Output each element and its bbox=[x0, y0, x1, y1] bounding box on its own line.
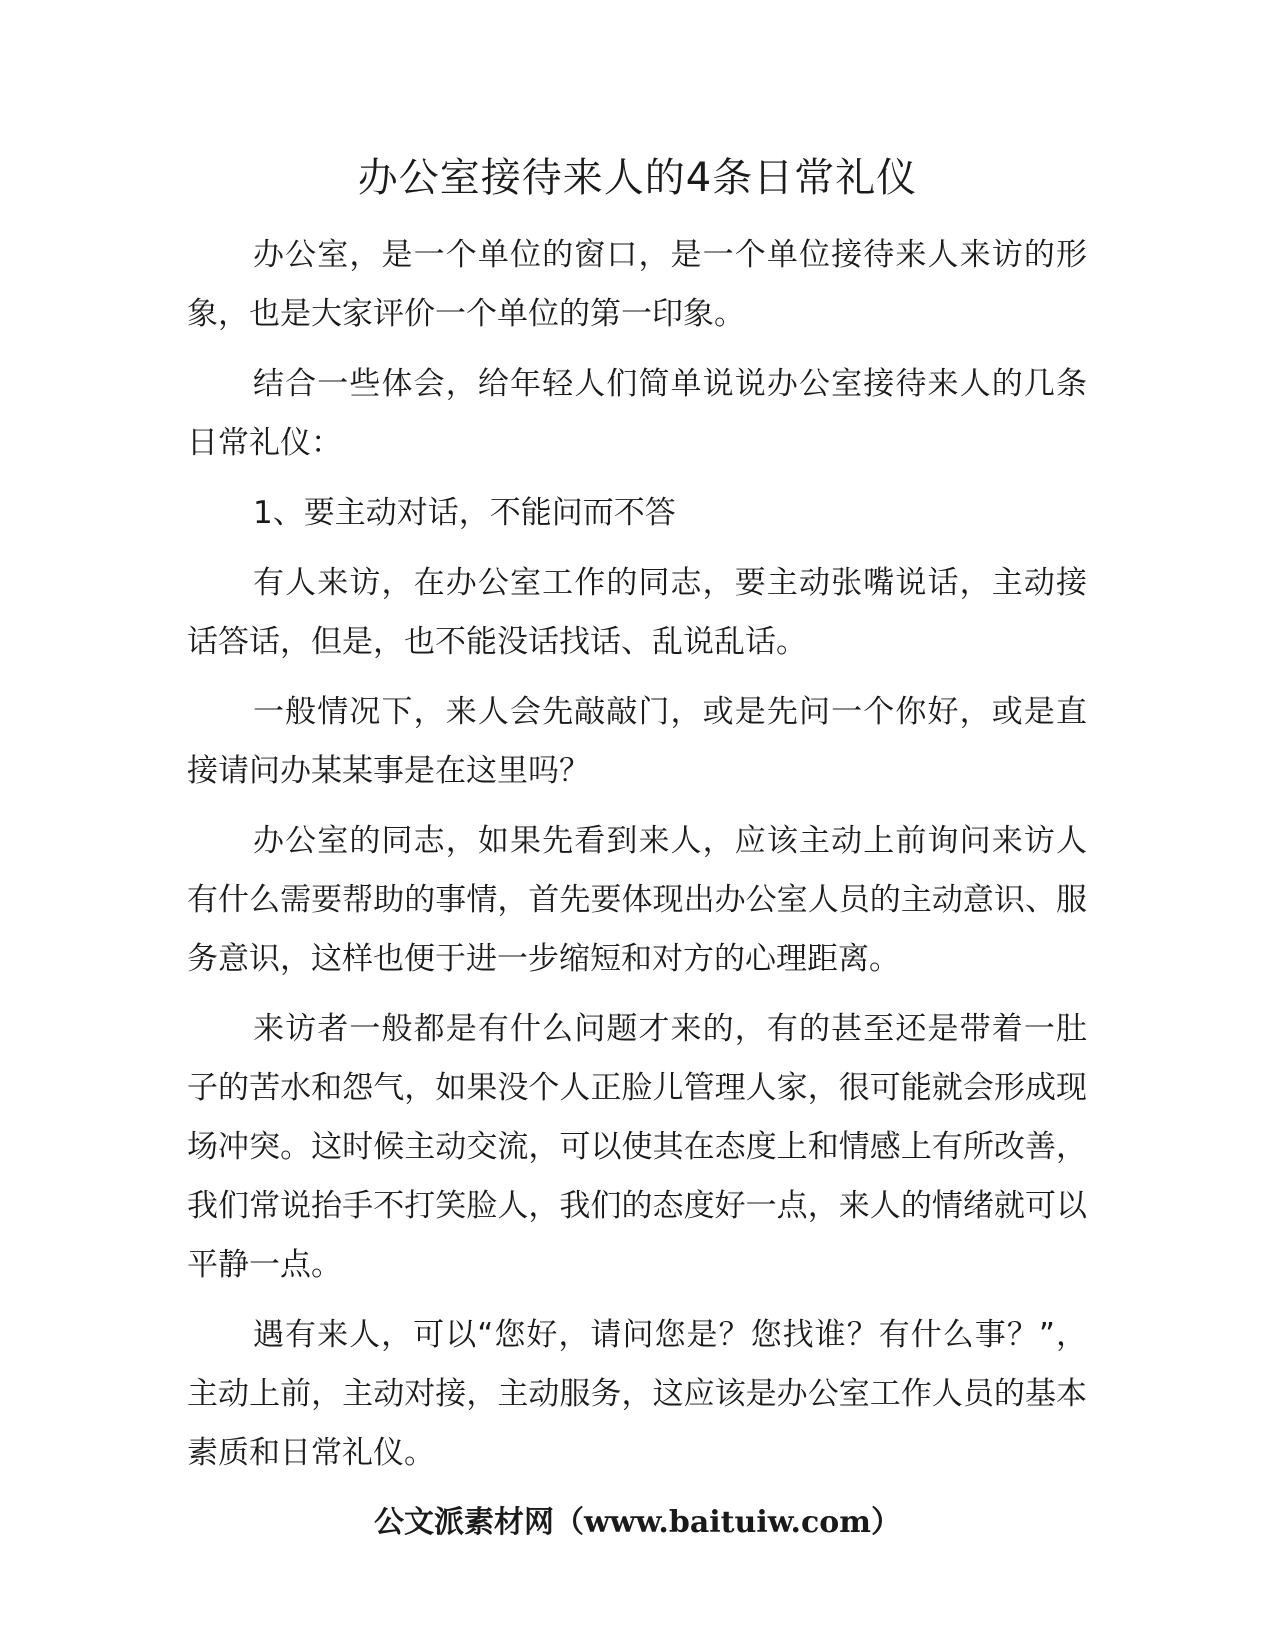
document-title: 办公室接待来人的4条日常礼仪 bbox=[357, 155, 918, 201]
paragraph-intro: 办公室，是一个单位的窗口，是一个单位接待来人来访的形象，也是大家评价一个单位的第一印象。 bbox=[187, 237, 1087, 332]
paragraph-staff: 办公室的同志，如果先看到来人，应该主动上前询问来访人有什么需要帮助的事情，首先要体现出办公室人员的主动意识、服务意识，这样也便于进一步缩短和对方的心理距离。 bbox=[187, 823, 1087, 977]
paragraph-conflict: 来访者一般都是有什么问题才来的，有的甚至还是带着一肚子的苦水和怨气，如果没个人正脸儿管理人家，很可能就会形成现场冲突。这时候主动交流，可以使其在态度上和情感上有所改善，我们常说抬手不打笑脸人，我们的态度好一点，来人的情绪就可以平静一点。 bbox=[187, 1011, 1087, 1283]
paragraph-visitors: 有人来访，在办公室工作的同志，要主动张嘴说话，主动接话答话，但是，也不能没话找话、乱说乱话。 bbox=[187, 565, 1087, 660]
section-heading-1: 1、要主动对话，不能问而不答 bbox=[253, 495, 676, 531]
paragraph-greeting: 遇有来人，可以“您好，请问您是？您找谁？有什么事？”，主动上前，主动对接，主动服务，这应该是办公室工作人员的基本素质和日常礼仪。 bbox=[187, 1317, 1087, 1471]
footer-watermark: 公文派素材网（www.baituiw.com） bbox=[373, 1505, 902, 1540]
paragraph-situation: 一般情况下，来人会先敲敲门，或是先问一个你好，或是直接请问办某某事是在这里吗？ bbox=[187, 694, 1087, 789]
document-body bbox=[187, 226, 1087, 1494]
paragraph-context: 结合一些体会，给年轻人们简单说说办公室接待来人的几条日常礼仪： bbox=[187, 366, 1087, 461]
